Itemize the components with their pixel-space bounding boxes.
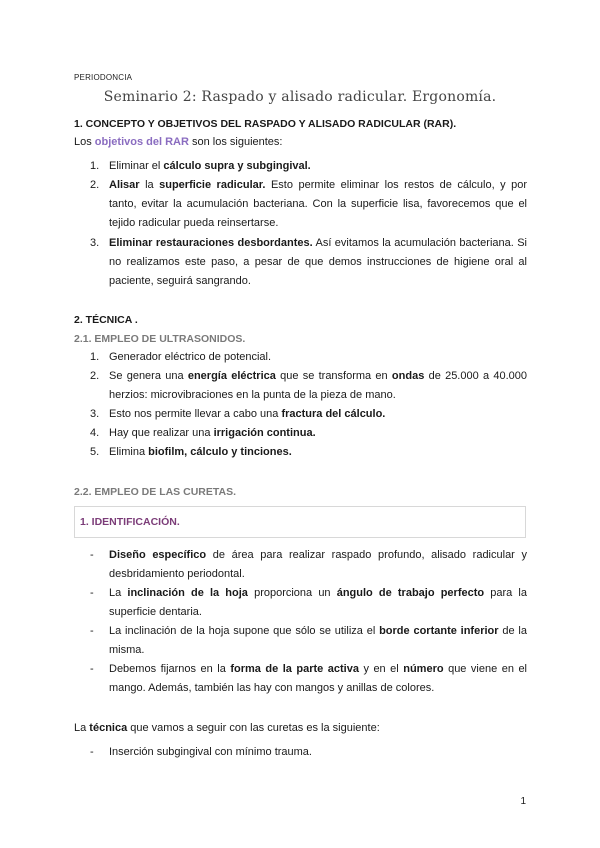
- document-header: PERIODONCIA: [74, 73, 133, 82]
- technique-intro: La técnica que vamos a seguir con las curetas es la siguiente:: [74, 722, 380, 734]
- page-number: 1: [520, 796, 526, 807]
- bullet-item: - La inclinación de la hoja supone que sólo se utiliza el borde cortante inferior de la misma.: [90, 625, 527, 656]
- section-2-heading: 2. TÉCNICA .: [74, 314, 138, 326]
- subsection-2-1-heading: 2.1. EMPLEO DE ULTRASONIDOS.: [74, 333, 246, 345]
- list-item: 1. Generador eléctrico de potencial.: [90, 351, 272, 363]
- page-title: Seminario 2: Raspado y alisado radicular. Ergonomía.: [103, 89, 497, 105]
- accent-text: objetivos del RAR: [94, 136, 189, 148]
- bullet-item: - La inclinación de la hoja proporciona un ángulo de trabajo perfecto para la superficie dentaria.: [90, 587, 527, 618]
- bullet-item: - Inserción subgingival con mínimo trauma.: [90, 746, 312, 758]
- identification-box: [74, 506, 526, 538]
- bullet-item: - Diseño específico de área para realizar raspado profundo, alisado radicular y desbridamiento periodontal.: [90, 549, 527, 580]
- list-item: 3. Eliminar restauraciones desbordantes. Así evitamos la acumulación bacteriana. Si no realizamos este paso, a pesar de que demos instrucciones de higiene oral al paciente, seguirá sangrando.: [90, 237, 527, 287]
- list-item: 5. Elimina biofilm, cálculo y tinciones.: [90, 446, 292, 458]
- section-1-intro: Los objetivos del RAR son los siguientes:: [74, 136, 283, 148]
- subsection-2-2-heading: 2.2. EMPLEO DE LAS CURETAS.: [74, 486, 236, 498]
- list-item: 1. Eliminar el cálculo supra y subgingival.: [90, 160, 311, 172]
- bullet-item: - Debemos fijarnos en la forma de la parte activa y en el número que viene en el mango. Además, también las hay con mangos y anillas de colores.: [90, 663, 527, 694]
- list-item: 3. Esto nos permite llevar a cabo una fractura del cálculo.: [90, 408, 386, 420]
- section-1-heading: 1. CONCEPTO Y OBJETIVOS DEL RASPADO Y ALISADO RADICULAR (RAR).: [74, 118, 457, 130]
- list-item: 2. Alisar la superficie radicular. Esto permite eliminar los restos de cálculo, y por tanto, evitar la acumulación bacteriana. Con la superficie lisa, favorecemos que el tejido radicular pueda reinsertarse.: [90, 179, 527, 229]
- list-item: 2. Se genera una energía eléctrica que se transforma en ondas de 25.000 a 40.000 herzios: microvibraciones en la punta de la pieza de mano.: [90, 370, 527, 401]
- identification-heading: 1. IDENTIFICACIÓN.: [80, 516, 180, 528]
- list-item: 4. Hay que realizar una irrigación continua.: [90, 427, 316, 439]
